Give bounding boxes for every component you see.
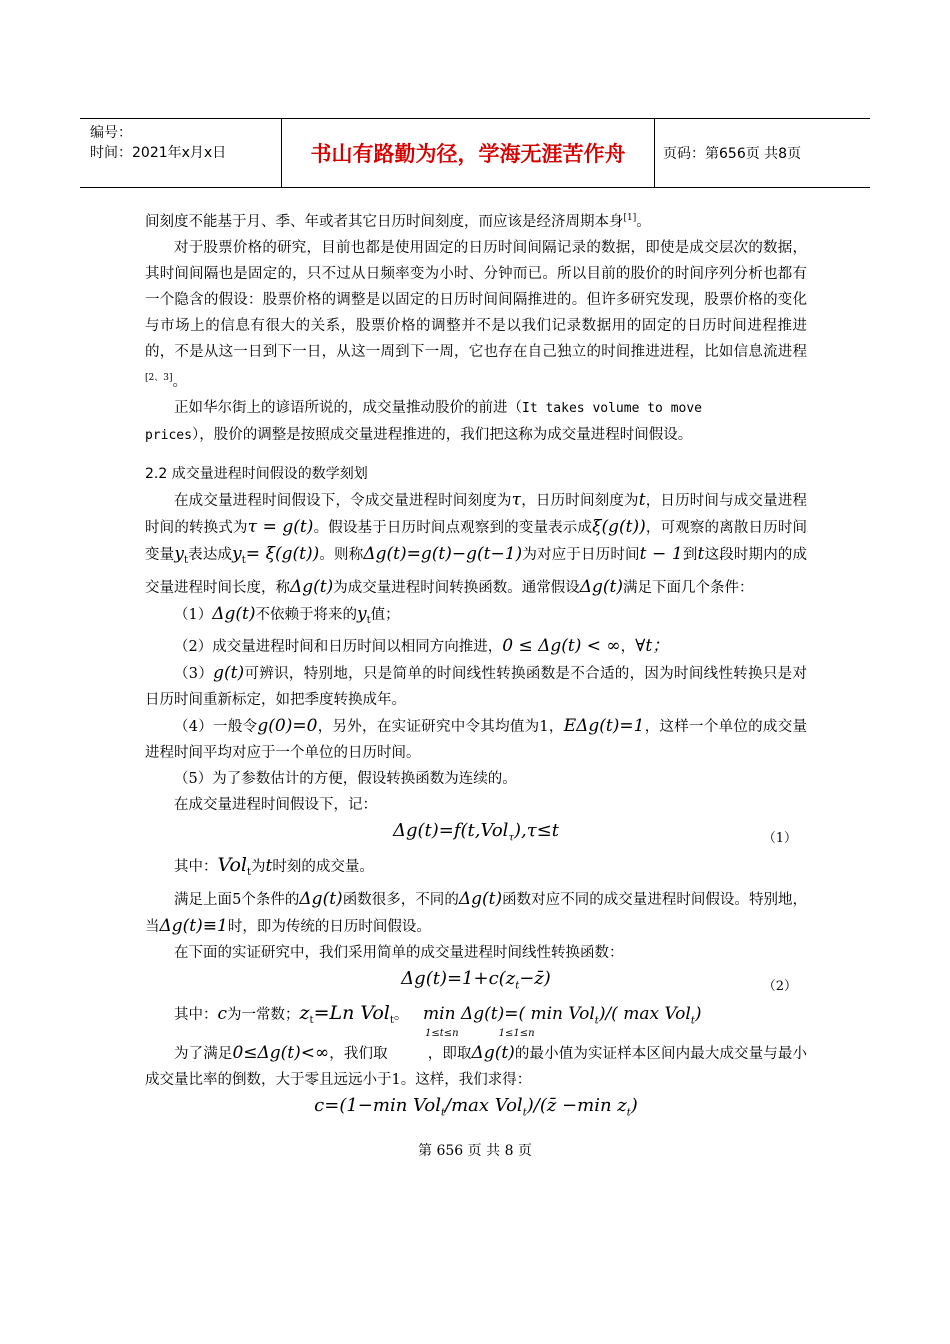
min-expression: min Δg(t)=( min Vol$_t$)/( max Vol$_t$) bbox=[423, 1003, 702, 1026]
section-title: 2.2 成交量进程时间假设的数学刻划 bbox=[145, 465, 368, 482]
equation-1-note: 其中：Vol$_t$为t时刻的成交量。 bbox=[174, 854, 374, 878]
equation-2-number: （2） bbox=[762, 978, 797, 994]
equation-2-note: 其中：c为一常数；$z_t=Ln$ Vol$_t$。 min Δg(t)=( min Vol$_t$)/( max Vol$_t$) bbox=[174, 1001, 702, 1026]
paragraph-c-choice: 为了满足0≤Δg(t)<∞，我们取 ，即取Δg(t)的最小值为实证样本区间内最大成交量与最小成交量比率的倒数，大于零且远远小于1。这样，我们求得： bbox=[145, 1042, 807, 1088]
document-body bbox=[145, 205, 807, 1127]
citation-1: [1] bbox=[623, 213, 637, 223]
page-header bbox=[80, 118, 870, 188]
equation-2-intro: 在下面的实证研究中，我们采用简单的成交量进程时间线性转换函数： bbox=[174, 944, 624, 961]
citation-2: [2、3] bbox=[145, 372, 173, 383]
equation-2: $\Delta g(t)=1+c(z_t-z̄)$ （2） bbox=[145, 966, 807, 1000]
paragraph-1: 间刻度不能基于月、季、年或者其它日历时间刻度，而应该是经济周期本身[1]。 bbox=[145, 213, 651, 230]
equation-1-number: （1） bbox=[762, 831, 797, 847]
condition-5: （5）为了参数估计的方便，假设转换函数为连续的。 bbox=[174, 771, 517, 788]
page-footer: 第 656 页 共 8 页 bbox=[418, 1143, 532, 1159]
header-page-info: 页码：第656页 共8页 bbox=[663, 146, 802, 162]
condition-2: （2）成交量进程时间和日历时间以相同方向推进，0 ≤ Δg(t) < ∞，∀t； bbox=[174, 636, 670, 657]
equation-1-intro: 在成交量进程时间假设下，记： bbox=[174, 797, 377, 814]
paragraph-function-variety: 满足上面5个条件的Δg(t)函数很多，不同的Δg(t)函数对应不同的成交量进程时间假设。特别地，当Δg(t)≡1时，即为传统的日历时间假设。 bbox=[145, 888, 808, 936]
condition-3: （3）g(t)可辨识，特别地，只是简单的时间线性转换函数是不合适的，因为时间线性转换只是对日历时间重新标定，如把季度转换成年。 bbox=[145, 663, 807, 709]
equation-c: c=(1−min Vol$_t$/max Vol$_t$)/(z̄ −min $z_t$) bbox=[314, 1094, 638, 1119]
equation-1: Δg(t)=f(t,Vol$_\tau$),τ≤t （1） bbox=[145, 818, 807, 852]
paragraph-definition: 在成交量进程时间假设下，令成交量进程时间刻度为τ，日历时间刻度为t，日历时间与成交量进程时间的转换式为τ = g(t)。假设基于日历时间点观察到的变量表示成ξ(g(t))，可观察的离散日历时间变量$y_t$表达成$y_t= \xi(g(t))$。则称Δg(t)=g(t)−g(t−1)为对应于日历时间t − 1到t这段时期内的成交量进程时间长度，称Δg(t)为成交量进程时间转换函数。通常假设Δg(t)满足下面几个条件： bbox=[145, 489, 808, 597]
header-meta bbox=[90, 123, 280, 163]
min-expression-ranges: 1≤t≤n 1≤1≤n bbox=[425, 1027, 535, 1039]
number-label: 编号： bbox=[90, 125, 132, 141]
paragraph-3: 正如华尔街上的谚语所说的，成交量推动股价的前进（It takes volume to move prices），股价的调整是按照成交量进程推进的，我们把这称为成交量进程时间假设。 bbox=[145, 399, 703, 443]
header-motto: 书山有路勤为径，学海无涯苦作舟 bbox=[281, 119, 655, 187]
paragraph-2: 对于股票价格的研究，目前也都是使用固定的日历时间间隔记录的数据，即使是成交层次的数据，其时间间隔也是固定的，只不过从日频率变为小时、分钟而已。所以目前的股价的时间序列分析也都有一个隐含的假设：股票价格的调整是以固定的日历时间间隔推进的。但许多研究发现，股票价格的变化与市场上的信息有很大的关系，股票价格的调整并不是以我们记录数据用的固定的日历时间进程推进的，不是从这一日到下一日，从这一周到下一周，它也存在自己独立的时间推进进程，比如信息流进程[2、3]。 bbox=[145, 239, 807, 390]
date-label: 时间：2021年x月x日 bbox=[90, 145, 227, 161]
condition-1: （1）Δg(t)不依赖于将来的$y_t$值； bbox=[174, 603, 400, 626]
condition-4: （4）一般令g(0)=0，另外，在实证研究中令其均值为1，EΔg(t)=1，这样一个单位的成交量进程时间平均对应于一个单位的日历时间。 bbox=[145, 716, 807, 762]
